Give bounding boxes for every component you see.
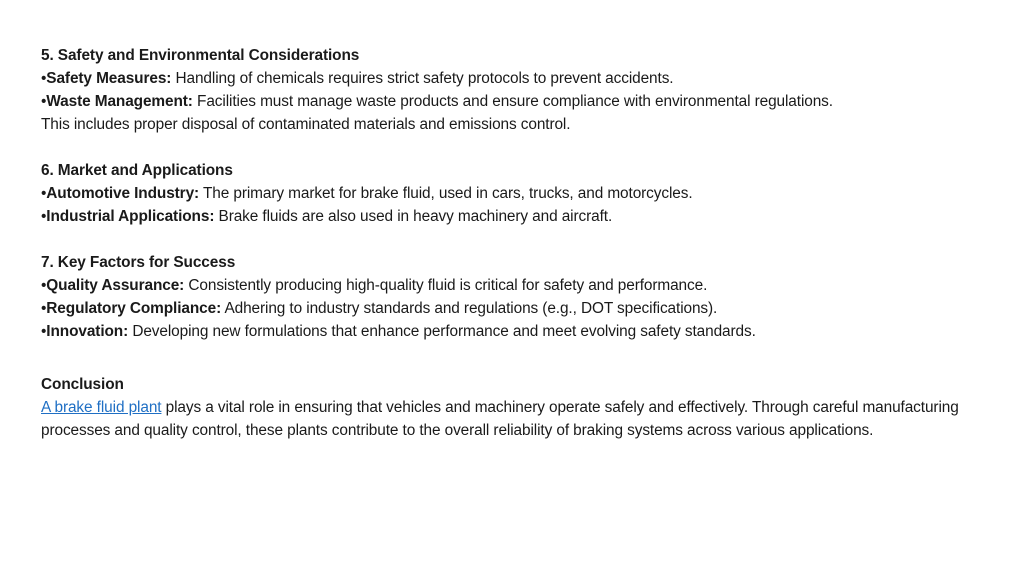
bullet-item <box>41 205 1001 228</box>
bullet-label: Industrial Applications: <box>46 208 215 225</box>
bullet-glyph: • <box>41 185 47 202</box>
conclusion-paragraph <box>41 399 959 439</box>
bullet-glyph: • <box>41 323 47 340</box>
bullet-glyph: • <box>41 277 47 294</box>
section-trailing-text: This includes proper disposal of contaminated materials and emissions control. <box>41 116 571 133</box>
bullet-text: Developing new formulations that enhance performance and meet evolving safety standards. <box>132 323 756 340</box>
bullet-glyph: • <box>41 70 47 87</box>
conclusion-body: plays a vital role in ensuring that vehicles and machinery operate safely and effectively. Through careful manufacturing processes and quality control, these plants contribute to the overall reliability of braking systems across various applications. <box>41 399 959 439</box>
spacer <box>41 228 1001 251</box>
spacer <box>41 136 1001 159</box>
bullet-item <box>41 182 1001 205</box>
bullet-glyph: • <box>41 300 47 317</box>
bullet-label: Innovation: <box>46 323 129 340</box>
bullet-item <box>41 320 1001 343</box>
bullet-text: Brake fluids are also used in heavy machinery and aircraft. <box>218 208 613 225</box>
bullet-label: Waste Management: <box>46 93 193 110</box>
bullet-text: Consistently producing high-quality fluid is critical for safety and performance. <box>188 277 708 294</box>
bullet-glyph: • <box>41 93 47 110</box>
bullet-label: Regulatory Compliance: <box>46 300 222 317</box>
slide-content <box>41 44 1001 442</box>
section-conclusion <box>41 373 1001 442</box>
section-safety-environment <box>41 44 1001 136</box>
brake-fluid-plant-link[interactable]: A brake fluid plant <box>41 399 162 416</box>
bullet-text: The primary market for brake fluid, used in cars, trucks, and motorcycles. <box>202 185 693 202</box>
bullet-label: Safety Measures: <box>46 70 172 87</box>
bullet-text: Adhering to industry standards and regulations (e.g., DOT specifications). <box>224 300 718 317</box>
bullet-text: Facilities must manage waste products and ensure compliance with environmental regulations. <box>197 93 833 110</box>
bullet-label: Quality Assurance: <box>46 277 185 294</box>
bullet-item <box>41 297 1001 320</box>
section-market-applications <box>41 159 1001 228</box>
spacer <box>41 343 1001 373</box>
bullet-item <box>41 274 1001 297</box>
bullet-item <box>41 67 1001 90</box>
section-heading: 5. Safety and Environmental Considerations <box>41 47 360 64</box>
bullet-item <box>41 90 1001 113</box>
bullet-text: Handling of chemicals requires strict safety protocols to prevent accidents. <box>175 70 674 87</box>
section-key-factors <box>41 251 1001 343</box>
bullet-label: Automotive Industry: <box>46 185 200 202</box>
section-heading: Conclusion <box>41 376 124 393</box>
bullet-glyph: • <box>41 208 47 225</box>
section-heading: 6. Market and Applications <box>41 162 233 179</box>
section-heading: 7. Key Factors for Success <box>41 254 236 271</box>
